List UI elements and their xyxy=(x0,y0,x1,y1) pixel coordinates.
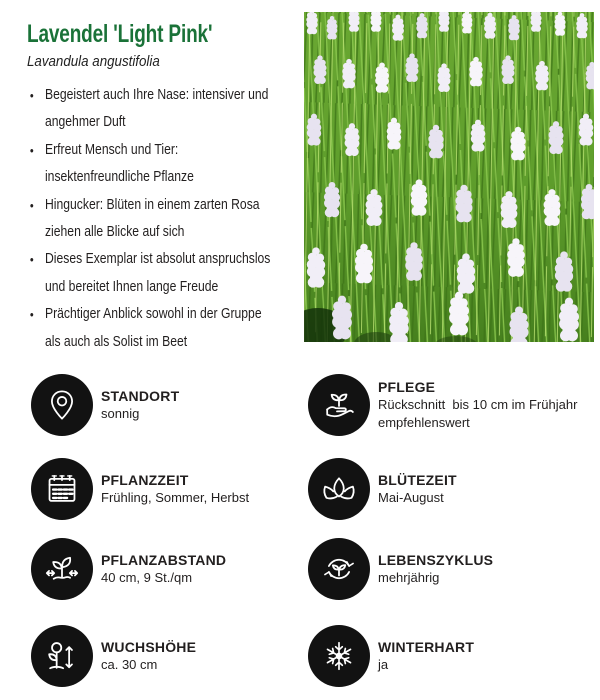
list-item xyxy=(29,192,270,247)
lotus-flower-icon xyxy=(308,458,370,520)
attribute-standort xyxy=(31,374,179,436)
feature-line: angehmer Duft xyxy=(44,114,126,131)
attribute-value: Mai-August xyxy=(378,489,444,505)
feature-line: • Begeistert auch Ihre Nase: intensiver und xyxy=(44,87,269,103)
attribute-value: Rückschnitt bis 10 cm im Frühjahr xyxy=(378,397,578,412)
lavender-field-illustration xyxy=(304,12,594,342)
feature-line: als auch als Solist im Beet xyxy=(44,333,188,350)
feature-list xyxy=(29,82,270,356)
attribute-pflege xyxy=(308,374,577,436)
list-item xyxy=(29,82,270,137)
attribute-wuchshoehe xyxy=(31,625,196,687)
card-header xyxy=(27,20,271,70)
page-title: Lavendel 'Light Pink' xyxy=(27,20,213,48)
lavender-field-photo xyxy=(304,12,594,342)
attribute-pflanzzeit xyxy=(31,458,249,520)
attribute-value: empfehlenswert xyxy=(378,414,470,430)
life-cycle-icon xyxy=(308,538,370,600)
attribute-label: PFLEGE xyxy=(378,379,436,395)
attribute-label: PFLANZZEIT xyxy=(101,471,189,488)
attribute-label: STANDORT xyxy=(101,387,180,404)
botanical-name: Lavandula angustifolia xyxy=(27,53,160,70)
plant-height-icon xyxy=(31,625,93,687)
hand-plant-icon xyxy=(308,374,370,436)
attribute-label: BLÜTEZEIT xyxy=(378,471,457,488)
feature-line: und bereitet Ihnen lange Freude xyxy=(44,278,219,295)
attribute-lebenszyklus xyxy=(308,538,493,600)
attribute-label: LEBENSZYKLUS xyxy=(378,551,494,568)
feature-line: • Hingucker: Blüten in einem zarten Rosa xyxy=(44,196,260,213)
location-pin-icon xyxy=(31,374,93,436)
calendar-icon xyxy=(31,458,93,520)
attribute-value: ca. 30 cm xyxy=(101,656,158,672)
attribute-label: WUCHSHÖHE xyxy=(101,638,197,655)
feature-line: insektenfreundliche Pflanze xyxy=(44,169,194,186)
plant-spacing-icon xyxy=(31,538,93,600)
attribute-value: 40 cm, 9 St./qm xyxy=(101,569,193,585)
feature-line: • Erfreut Mensch und Tier: xyxy=(44,141,179,158)
attribute-pflanzabstand xyxy=(31,538,226,600)
attribute-value: mehrjährig xyxy=(378,569,440,585)
feature-line: • Prächtiger Anblick sowohl in der Gruppe xyxy=(44,306,262,323)
feature-line: ziehen alle Blicke auf sich xyxy=(44,224,185,241)
list-item xyxy=(29,137,270,192)
attribute-label: WINTERHART xyxy=(378,638,475,655)
list-item xyxy=(29,246,270,301)
attribute-value: ja xyxy=(378,656,389,672)
attribute-value: Frühling, Sommer, Herbst xyxy=(101,489,250,505)
snowflake-icon xyxy=(308,625,370,687)
list-item xyxy=(29,301,270,356)
attribute-bluetezeit xyxy=(308,458,457,520)
attribute-value: sonnig xyxy=(101,405,140,421)
attribute-winterhart xyxy=(308,625,474,687)
feature-line: • Dieses Exemplar ist absolut anspruchslos xyxy=(44,251,271,268)
attribute-label: PFLANZABSTAND xyxy=(101,551,227,568)
